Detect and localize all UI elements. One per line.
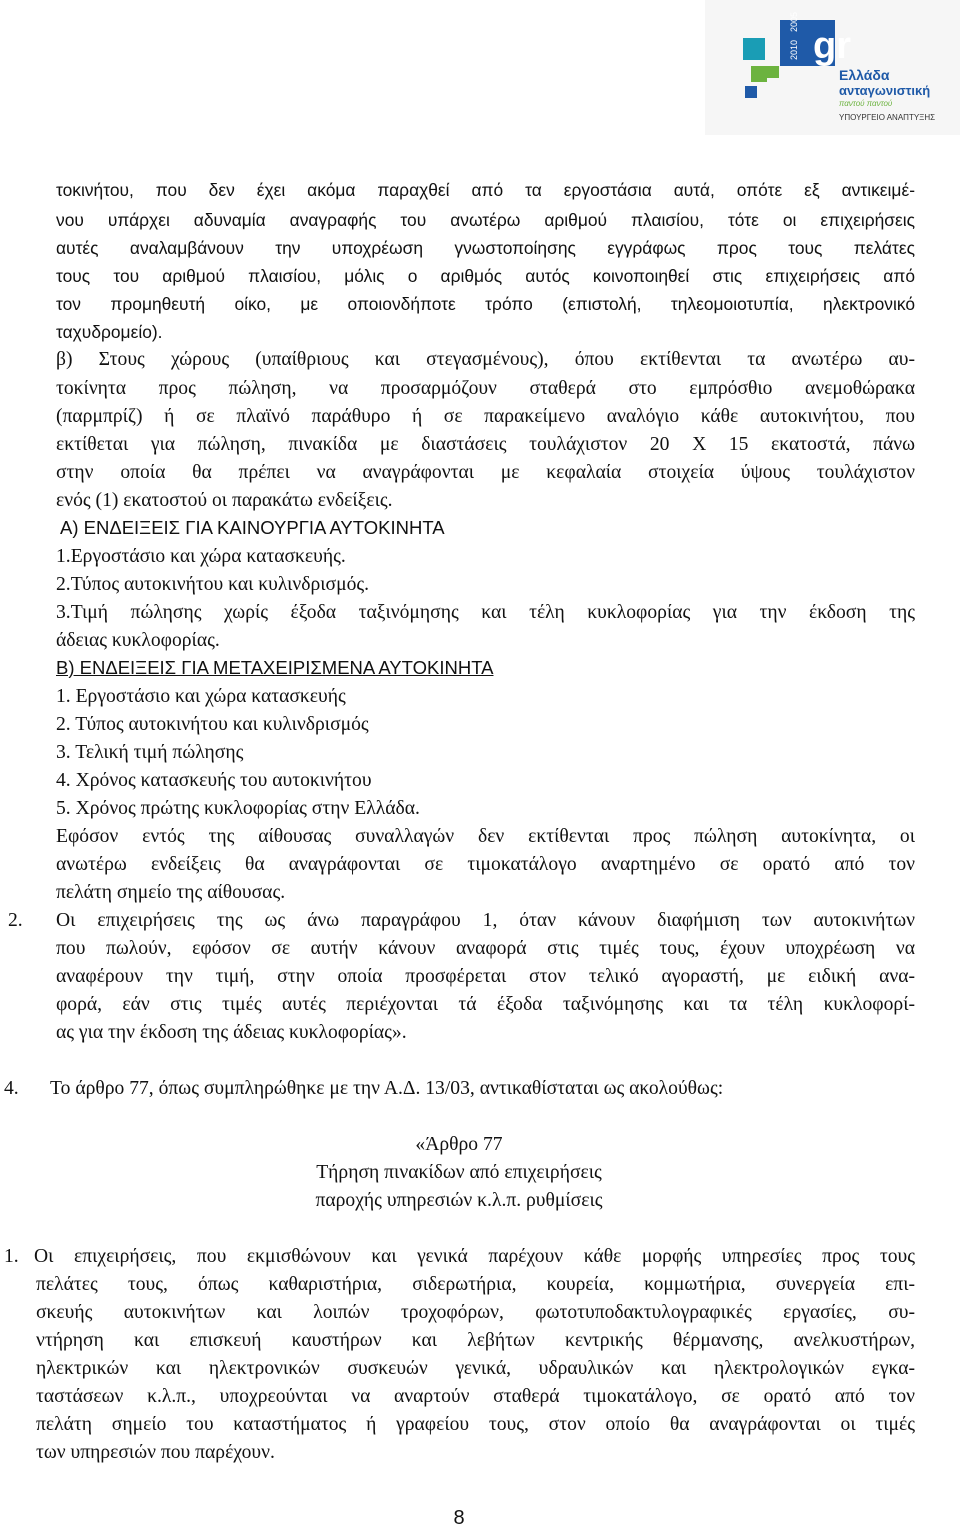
logo-mark: gr (813, 25, 851, 67)
text-line: 1.Εργοστάσιο και χώρα κατασκευής. (56, 546, 346, 567)
text-line: 3. Τελική τιμή πώλησης (56, 742, 244, 763)
page-number: 8 (453, 1507, 465, 1529)
list-marker: 4. (4, 1078, 19, 1099)
heading-used-cars: Β) ΕΝΔΕΙΞΕΙΣ ΓΙΑ ΜΕΤΑΧΕΙΡΙΣΜΕΝΑ ΑΥΤΟΚΙΝΗΤΑ (56, 657, 494, 678)
list-marker: 2. (8, 910, 23, 931)
text-line: εκτίθεται για πώληση, πινακίδα με διαστάσεις τουλάχιστον 20 Χ 15 εκατοστά, πάνω (56, 434, 915, 455)
text-line: πελάτες τους, όπως καθαριστήρια, σιδερωτήρια, κουρεία, κομμωτήρια, συνεργεία επι- (36, 1274, 915, 1295)
text-line: που πωλούν, εφόσον σε αυτήν κάνουν αναφορά στις τιμές τους, έχουν υποχρέωση να (56, 938, 915, 959)
text-line: β) Στους χώρους (υπαίθριους και στεγασμένους), όπου εκτίθενται τα ανωτέρω αυ- (56, 349, 915, 370)
text-line: νου υπάρχει αδυναμία αναγραφής του ανωτέρω αριθμού πλαισίου, τότε οι επιχειρήσεις (56, 210, 915, 230)
text-line: Εφόσον εντός της αίθουσας συναλλαγών δεν εκτίθενται προς πώληση αυτοκίνητα, οι (56, 826, 915, 847)
text-line: των υπηρεσιών που παρέχουν. (36, 1442, 275, 1463)
text-line: 1. Εργοστάσιο και χώρα κατασκευής (56, 686, 346, 707)
text-line: τοκινήτου, που δεν έχει ακόμα παραχθεί από τα εργοστάσια αυτά, οπότε εξ αντικειμέ- (56, 180, 915, 200)
logo-line2: ανταγωνιστική (839, 83, 931, 98)
text-line: ντήρηση και επισκευή καυστήρων και λεβήτων κεντρικής θέρμανσης, ανελκυστήρων, (36, 1330, 915, 1351)
text-line: τους του αριθμού πλαισίου, μόλις ο αριθμός αυτός κοινοποιηθεί στις επιχειρήσεις από (56, 266, 915, 286)
logo-line1: Ελλάδα (839, 67, 890, 83)
logo-years-bottom: 2010 (789, 39, 799, 60)
text-line: 2. Τύπος αυτοκινήτου και κυλινδρισμός (56, 714, 369, 735)
text-line: άδειας κυκλοφορίας. (56, 630, 220, 651)
text-line: 2.Τύπος αυτοκινήτου και κυλινδρισμός. (56, 574, 370, 595)
text-line: πελάτη σημείο του καταστήματος ή γραφείου τους, στον οποίο θα αναγράφονται οι τιμές (36, 1414, 915, 1435)
text-line: τοκίνητα προς πώληση, να προσαρμόζουν σταθερά στο εμπρόσθιο ανεμοθώρακα (56, 378, 915, 399)
text-line: σκευής αυτοκινήτων και λοιπών τροχοφόρων, φωτοτυποδακτυλογραφικές εργασίες, συ- (36, 1302, 915, 1323)
logo-years-top: 2005 (789, 11, 799, 32)
logo-ministry: ΥΠΟΥΡΓΕΙΟ ΑΝΑΠΤΥΞΗΣ (839, 113, 936, 122)
text-line: στην οποία θα πρέπει να αναγράφονται με κεφαλαία στοιχεία ύψους τουλάχιστον (56, 462, 915, 483)
text-line: ταστάσεων κ.λ.π., υποχρεούνται να αναρτούν σταθερά τιμοκατάλογο, σε ορατό από τον (36, 1386, 915, 1407)
text-line: 5. Χρόνος πρώτης κυκλοφορίας στην Ελλάδα. (56, 798, 420, 819)
text-line: ηλεκτρικών και ηλεκτρονικών συσκευών γενικά, υδραυλικών και ηλεκτρολογικών εγκα- (36, 1358, 915, 1379)
logo (705, 0, 960, 135)
text-line: ανωτέρω ενδείξεις θα αναγράφονται σε τιμοκατάλογο αναρτημένο σε ορατό από τον (56, 854, 915, 875)
text-line: αυτές αναλαμβάνουν την υποχρέωση γνωστοποίησης εγγράφως προς τους πελάτες (56, 238, 915, 258)
text-line: πελάτη σημείο της αίθουσας. (56, 882, 286, 903)
text-line: ας για την έκδοση της άδειας κυκλοφορίας». (56, 1022, 407, 1043)
text-line: Το άρθρο 77, όπως συμπληρώθηκε με την Α.Δ. 13/03, αντικαθίσταται ως ακολούθως: (50, 1078, 724, 1099)
text-line: Οι επιχειρήσεις, που εκμισθώνουν και γενικά παρέχουν κάθε μορφής υπηρεσίες προς τους (34, 1246, 915, 1267)
text-line: Οι επιχειρήσεις της ως άνω παραγράφου 1, όταν κάνουν διαφήμιση των αυτοκινήτων (56, 910, 915, 931)
article-title: «Άρθρο 77 (415, 1134, 503, 1155)
text-line: ταχυδρομείο). (56, 322, 163, 342)
text-line: 3.Τιμή πώλησης χωρίς έξοδα ταξινόμησης και τέλη κυκλοφορίας για την έκδοση της (56, 602, 915, 623)
text-line: φορά, εάν στις τιμές αυτές περιέχονται τά έξοδα ταξινόμησης και τα τέλη κυκλοφορί- (56, 994, 915, 1015)
text-line: αναφέρουν την τιμή, στην οποία προσφέρεται στον τελικό αγοραστή, με ειδική ανα- (56, 966, 915, 987)
article-subtitle: Τήρηση πινακίδων από επιχειρήσεις (316, 1162, 602, 1183)
list-marker: 1. (4, 1246, 19, 1267)
heading-new-cars: Α) ΕΝΔΕΙΞΕΙΣ ΓΙΑ ΚΑΙΝΟΥΡΓΙΑ ΑΥΤΟΚΙΝΗΤΑ (60, 517, 445, 538)
text-line: τον προμηθευτή οίκο, με οποιονδήποτε τρόπο (επιστολή, τηλεομοιοτυπία, ηλεκτρονικό (56, 294, 915, 314)
article-subtitle: παροχής υπηρεσιών κ.λ.π. ρυθμίσεις (315, 1190, 603, 1211)
logo-line3: παντού παντού (839, 99, 893, 108)
greece-competitive-logo (705, 0, 960, 135)
text-line: (παρμπρίζ) ή σε πλαϊνό παράθυρο ή σε παρακείμενο αναλόγιο κάθε αυτοκινήτου, που (56, 406, 915, 427)
text-line: 4. Χρόνος κατασκευής του αυτοκινήτου (56, 770, 372, 791)
text-line: ενός (1) εκατοστού οι παρακάτω ενδείξεις. (56, 490, 393, 511)
